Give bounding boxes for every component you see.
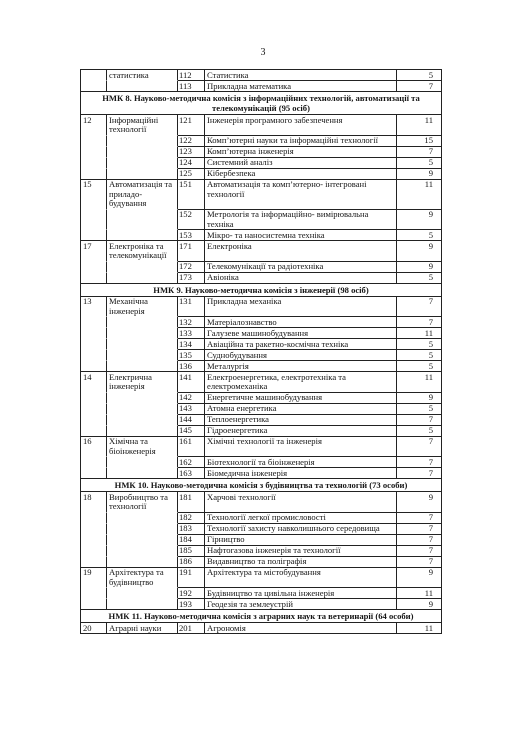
specialty-name-cell: Кібербезпека [205, 169, 397, 180]
table-row [81, 136, 442, 147]
specialty-code-cell: 185 [178, 546, 205, 557]
field-number-cell: 13 [81, 297, 107, 318]
field-number-cell [81, 426, 107, 437]
field-number-cell: 18 [81, 492, 107, 513]
field-number-cell [81, 393, 107, 404]
field-name-cell [107, 393, 178, 404]
member-count-cell: 7 [397, 557, 442, 568]
specialty-code-cell: 121 [178, 115, 205, 136]
specialty-name-cell: Хімічні технології та інженерія [205, 437, 397, 458]
specialty-name-cell: Галузеве машинобудування [205, 328, 397, 339]
specialty-name-cell: Прикладна механіка [205, 297, 397, 318]
field-number-cell [81, 599, 107, 610]
field-number-cell [81, 147, 107, 158]
specialty-name-cell: Статистика [205, 70, 397, 81]
specialty-name-cell: Системний аналіз [205, 158, 397, 169]
member-count-cell: 5 [397, 426, 442, 437]
member-count-cell: 7 [397, 297, 442, 318]
field-number-cell [81, 210, 107, 231]
specialty-code-cell: 124 [178, 158, 205, 169]
member-count-cell: 7 [397, 513, 442, 524]
specialty-name-cell: Електроенергетика, електротехніка та електромеханіка [205, 372, 397, 393]
specialty-name-cell: Матеріалознавство [205, 317, 397, 328]
field-name-cell [107, 147, 178, 158]
field-number-cell [81, 328, 107, 339]
field-name-cell [107, 457, 178, 468]
specialty-name-cell: Харчові технології [205, 492, 397, 513]
field-name-cell [107, 426, 178, 437]
table-row [81, 437, 442, 458]
field-number-cell: 17 [81, 241, 107, 262]
member-count-cell: 5 [397, 350, 442, 361]
member-count-cell: 9 [397, 241, 442, 262]
table-row [81, 468, 442, 479]
specialty-code-cell: 131 [178, 297, 205, 318]
specialty-code-cell: 113 [178, 81, 205, 92]
member-count-cell: 11 [397, 623, 442, 634]
field-number-cell: 20 [81, 623, 107, 634]
field-number-cell [81, 262, 107, 273]
field-name-cell [107, 317, 178, 328]
field-number-cell: 19 [81, 568, 107, 589]
field-name-cell [107, 350, 178, 361]
field-name-cell: Хімічна та біоінженерія [107, 437, 178, 458]
member-count-cell: 5 [397, 230, 442, 241]
member-count-cell: 5 [397, 70, 442, 81]
field-name-cell [107, 535, 178, 546]
field-number-cell [81, 557, 107, 568]
table-row [81, 317, 442, 328]
member-count-cell: 7 [397, 524, 442, 535]
field-number-cell: 14 [81, 372, 107, 393]
table-row [81, 361, 442, 372]
member-count-cell: 9 [397, 210, 442, 231]
specialty-code-cell: 152 [178, 210, 205, 231]
member-count-cell: 11 [397, 588, 442, 599]
field-name-cell: статистика [107, 70, 178, 81]
specialty-code-cell: 136 [178, 361, 205, 372]
table-row [81, 599, 442, 610]
specialty-code-cell: 192 [178, 588, 205, 599]
table-row [81, 115, 442, 136]
field-number-cell [81, 535, 107, 546]
member-count-cell: 5 [397, 339, 442, 350]
table-row [81, 328, 442, 339]
member-count-cell: 5 [397, 158, 442, 169]
specialty-code-cell: 145 [178, 426, 205, 437]
specialty-code-cell: 161 [178, 437, 205, 458]
specialty-code-cell: 134 [178, 339, 205, 350]
member-count-cell: 9 [397, 393, 442, 404]
field-name-cell [107, 328, 178, 339]
field-number-cell [81, 524, 107, 535]
field-name-cell [107, 339, 178, 350]
specialty-code-cell: 163 [178, 468, 205, 479]
field-number-cell [81, 546, 107, 557]
specialty-name-cell: Архітектура та містобудування [205, 568, 397, 589]
specialty-code-cell: 141 [178, 372, 205, 393]
field-number-cell: 16 [81, 437, 107, 458]
field-number-cell [81, 457, 107, 468]
specialty-code-cell: 173 [178, 273, 205, 284]
member-count-cell: 5 [397, 273, 442, 284]
table-row [81, 241, 442, 262]
field-number-cell [81, 361, 107, 372]
specialty-code-cell: 142 [178, 393, 205, 404]
field-name-cell [107, 557, 178, 568]
field-name-cell: Електрична інженерія [107, 372, 178, 393]
field-name-cell [107, 169, 178, 180]
field-number-cell [81, 468, 107, 479]
specialty-name-cell: Суднобудування [205, 350, 397, 361]
field-number-cell [81, 158, 107, 169]
field-number-cell [81, 273, 107, 284]
table-row [81, 623, 442, 634]
table-row [81, 210, 442, 231]
field-name-cell: Виробництво та технології [107, 492, 178, 513]
table-row [81, 339, 442, 350]
specialty-code-cell: 171 [178, 241, 205, 262]
commission-header: НМК 11. Науково-методична комісія з аграрних наук та ветеринарії (64 особи) [81, 610, 442, 623]
specialty-code-cell: 143 [178, 404, 205, 415]
commission-header: НМК 10. Науково-методична комісія з будівництва та технологій (73 особи) [81, 479, 442, 492]
table-row [81, 297, 442, 318]
field-number-cell [81, 513, 107, 524]
field-number-cell [81, 350, 107, 361]
table-row [81, 81, 442, 92]
member-count-cell: 15 [397, 136, 442, 147]
member-count-cell: 7 [397, 468, 442, 479]
member-count-cell: 5 [397, 361, 442, 372]
specialty-name-cell: Гірництво [205, 535, 397, 546]
specialty-code-cell: 201 [178, 623, 205, 634]
specialty-name-cell: Інженерія програмного забезпечення [205, 115, 397, 136]
field-name-cell: Аграрні науки [107, 623, 178, 634]
field-name-cell: Електроніка та телекомунікації [107, 241, 178, 262]
table-row [81, 393, 442, 404]
specialty-code-cell: 135 [178, 350, 205, 361]
field-name-cell [107, 404, 178, 415]
specialty-code-cell: 132 [178, 317, 205, 328]
member-count-cell: 7 [397, 535, 442, 546]
specialty-name-cell: Комп’ютерні науки та інформаційні технології [205, 136, 397, 147]
table-row [81, 426, 442, 437]
table-row [81, 404, 442, 415]
specialty-name-cell: Біомедична інженерія [205, 468, 397, 479]
specialty-name-cell: Агрономія [205, 623, 397, 634]
table-row [81, 273, 442, 284]
specialty-code-cell: 133 [178, 328, 205, 339]
field-name-cell [107, 524, 178, 535]
specialty-code-cell: 125 [178, 169, 205, 180]
member-count-cell: 11 [397, 328, 442, 339]
field-name-cell [107, 361, 178, 372]
specialty-name-cell: Атомна енергетика [205, 404, 397, 415]
specialty-code-cell: 162 [178, 457, 205, 468]
field-number-cell [81, 404, 107, 415]
field-name-cell [107, 468, 178, 479]
table-row [81, 147, 442, 158]
specialty-name-cell: Нафтогазова інженерія та технології [205, 546, 397, 557]
field-name-cell [107, 158, 178, 169]
field-name-cell [107, 599, 178, 610]
specialty-name-cell: Телекомунікації та радіотехніка [205, 262, 397, 273]
field-name-cell [107, 81, 178, 92]
specialty-name-cell: Енергетичне машинобудування [205, 393, 397, 404]
field-name-cell [107, 273, 178, 284]
field-number-cell [81, 317, 107, 328]
specialty-name-cell: Метрологія та інформаційно- вимірювальна техніка [205, 210, 397, 231]
commission-header: НМК 8. Науково-методична комісія з інформаційних технологій, автоматизації та телекомунікацій (95 осіб) [81, 92, 442, 115]
table-row [81, 492, 442, 513]
specialty-name-cell: Гідроенергетика [205, 426, 397, 437]
member-count-cell: 9 [397, 492, 442, 513]
table-row [81, 588, 442, 599]
specialty-name-cell: Автоматизація та комп’ютерно- інтегровані технології [205, 180, 397, 210]
table-row [81, 372, 442, 393]
field-name-cell [107, 588, 178, 599]
member-count-cell: 7 [397, 546, 442, 557]
specialty-name-cell: Комп’ютерна інженерія [205, 147, 397, 158]
specialty-code-cell: 153 [178, 230, 205, 241]
field-number-cell [81, 81, 107, 92]
table-row [81, 262, 442, 273]
specialty-name-cell: Технології захисту навколишнього середовища [205, 524, 397, 535]
specialty-name-cell: Електроніка [205, 241, 397, 262]
specialty-code-cell: 151 [178, 180, 205, 210]
table-row [81, 350, 442, 361]
table-row [81, 415, 442, 426]
table-row [81, 546, 442, 557]
specialty-name-cell: Біотехнології та біоінженерія [205, 457, 397, 468]
table-row [81, 513, 442, 524]
table-row [81, 70, 442, 81]
specialty-code-cell: 193 [178, 599, 205, 610]
specialties-table [80, 69, 442, 634]
field-name-cell [107, 210, 178, 231]
field-name-cell [107, 262, 178, 273]
table-row [81, 169, 442, 180]
specialty-name-cell: Теплоенергетика [205, 415, 397, 426]
member-count-cell: 11 [397, 372, 442, 393]
specialty-name-cell: Видавництво та поліграфія [205, 557, 397, 568]
member-count-cell: 7 [397, 81, 442, 92]
member-count-cell: 7 [397, 317, 442, 328]
member-count-cell: 11 [397, 180, 442, 210]
field-number-cell [81, 588, 107, 599]
table-row [81, 180, 442, 210]
member-count-cell: 9 [397, 262, 442, 273]
field-number-cell: 12 [81, 115, 107, 136]
specialty-code-cell: 184 [178, 535, 205, 546]
specialty-code-cell: 144 [178, 415, 205, 426]
specialty-code-cell: 112 [178, 70, 205, 81]
specialty-name-cell: Мікро- та наносистемна техніка [205, 230, 397, 241]
table-row [81, 535, 442, 546]
field-number-cell [81, 70, 107, 81]
specialty-name-cell: Будівництво та цивільна інженерія [205, 588, 397, 599]
field-name-cell: Автоматизація та приладо- будування [107, 180, 178, 210]
page-number: 3 [260, 47, 266, 58]
member-count-cell: 7 [397, 437, 442, 458]
field-name-cell: Механічна інженерія [107, 297, 178, 318]
field-number-cell [81, 415, 107, 426]
member-count-cell: 9 [397, 568, 442, 589]
table-row [81, 524, 442, 535]
field-number-cell [81, 339, 107, 350]
specialty-name-cell: Геодезія та землеустрій [205, 599, 397, 610]
specialty-code-cell: 123 [178, 147, 205, 158]
specialty-name-cell: Металургія [205, 361, 397, 372]
specialty-name-cell: Прикладна математика [205, 81, 397, 92]
member-count-cell: 11 [397, 115, 442, 136]
specialty-name-cell: Авіаційна та ракетно-космічна техніка [205, 339, 397, 350]
specialty-code-cell: 183 [178, 524, 205, 535]
member-count-cell: 9 [397, 599, 442, 610]
member-count-cell: 7 [397, 147, 442, 158]
table-row [81, 230, 442, 241]
field-name-cell [107, 546, 178, 557]
field-number-cell [81, 136, 107, 147]
table-row [81, 158, 442, 169]
table-row [81, 568, 442, 589]
field-name-cell [107, 136, 178, 147]
member-count-cell: 7 [397, 457, 442, 468]
table-row [81, 457, 442, 468]
member-count-cell: 5 [397, 404, 442, 415]
specialty-code-cell: 181 [178, 492, 205, 513]
specialty-code-cell: 122 [178, 136, 205, 147]
field-number-cell [81, 169, 107, 180]
field-name-cell [107, 513, 178, 524]
field-number-cell: 15 [81, 180, 107, 210]
field-name-cell [107, 230, 178, 241]
field-number-cell [81, 230, 107, 241]
specialty-name-cell: Технології легкої промисловості [205, 513, 397, 524]
field-name-cell: Архітектура та будівництво [107, 568, 178, 589]
specialty-code-cell: 182 [178, 513, 205, 524]
commission-header: НМК 9. Науково-методична комісія з інженерії (98 осіб) [81, 284, 442, 297]
member-count-cell: 9 [397, 169, 442, 180]
specialty-code-cell: 191 [178, 568, 205, 589]
specialty-name-cell: Авіоніка [205, 273, 397, 284]
field-name-cell: Інформаційні технології [107, 115, 178, 136]
specialty-code-cell: 172 [178, 262, 205, 273]
field-name-cell [107, 415, 178, 426]
specialty-code-cell: 186 [178, 557, 205, 568]
member-count-cell: 7 [397, 415, 442, 426]
table-row [81, 557, 442, 568]
